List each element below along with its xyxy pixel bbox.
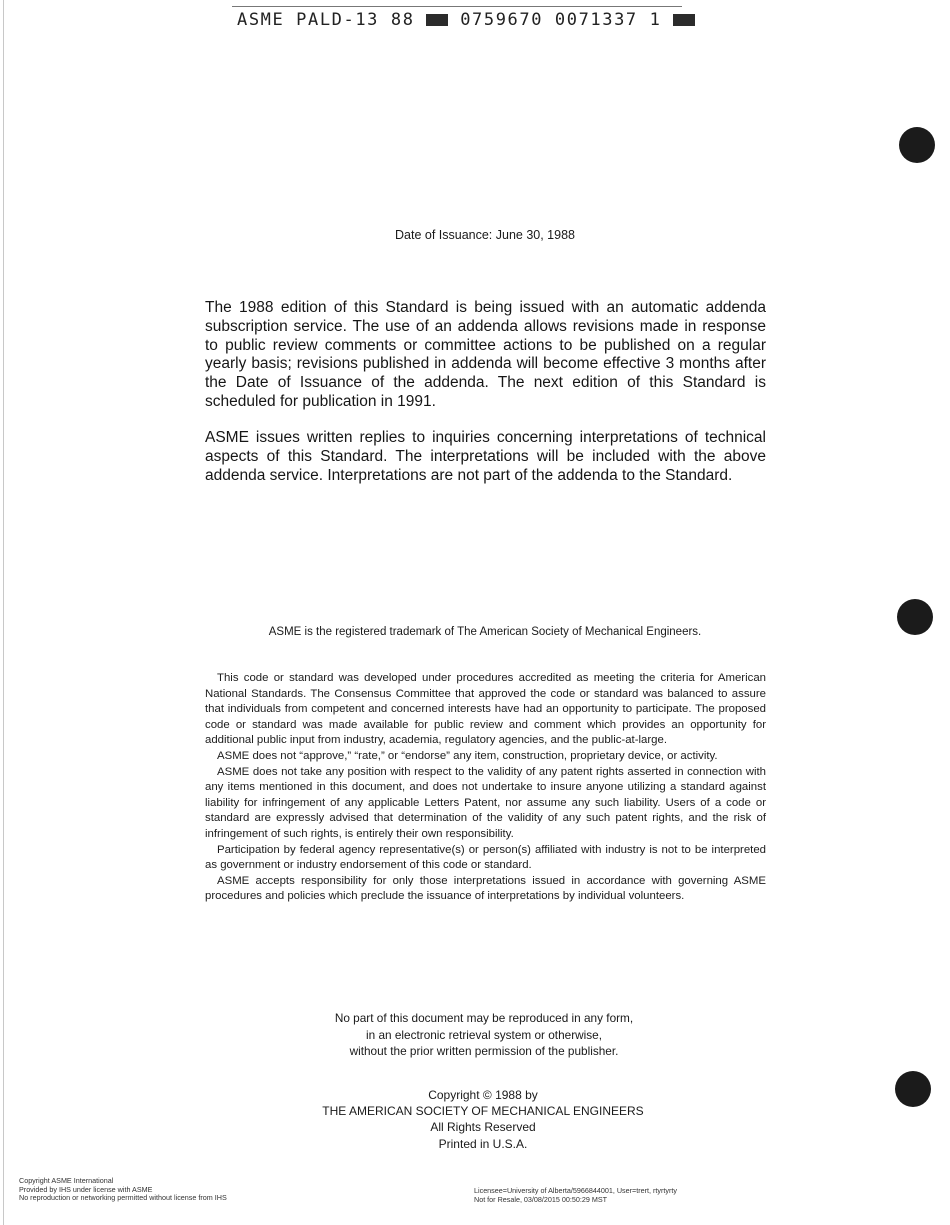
addenda-paragraph: The 1988 edition of this Standard is being issued with an automatic addenda subscription service. The use of an addenda allows revisions made in response to public review comments or committee actions to be published on a regular yearly basis; revisions published in addenda will become effective 3 months after the Date of Issuance of the addenda. The next edition of this Standard is scheduled for publication in 1991.: [205, 299, 766, 410]
document-code-header: [237, 10, 695, 30]
copyright-line: Copyright © 1988 by: [428, 1088, 538, 1102]
notice-line: No part of this document may be reproduced in any form,: [334, 1011, 634, 1025]
publisher-name: THE AMERICAN SOCIETY OF MECHANICAL ENGINEERS: [322, 1104, 644, 1119]
interpretations-paragraph: ASME issues written replies to inquiries concerning interpretations of technical aspects of this Standard. The interpretations will be included with the above addenda service. Interpretations are not part of the addenda to the Standard.: [205, 429, 766, 484]
top-rule: [232, 6, 682, 7]
footer-line: Provided by IHS under license with ASME: [19, 1184, 153, 1194]
notice-line: in an electronic retrieval system or otherwise,: [365, 1027, 603, 1042]
footer-line: Not for Resale, 03/08/2015 00:50:29 MST: [474, 1194, 608, 1204]
document-code: ASME PALD-13 88: [237, 10, 415, 30]
barcode-block-icon: [673, 14, 695, 26]
trademark-notice: ASME is the registered trademark of The American Society of Mechanical Engineers.: [268, 626, 702, 638]
rights-line: All Rights Reserved: [430, 1120, 536, 1135]
footer-license-left: [19, 1177, 227, 1203]
footer-line: No reproduction or networking permitted without license from IHS: [19, 1193, 227, 1203]
document-serial: 0759670 0071337 1: [460, 10, 662, 30]
footer-line: Licensee=University of Alberta/5966844001, User=trert, rtyrtyrty: [474, 1186, 677, 1195]
printed-line: Printed in U.S.A.: [438, 1136, 528, 1151]
disclaimer-paragraph: ASME does not take any position with respect to the validity of any patent rights asserted in connection with any items mentioned in this document, and does not undertake to insure anyone utilizing a standard against liability for infringement of any applicable Letters Patent, nor assume any such liability. Users of a code or standard are expressly advised that determination of the validity of any such patent rights, and the risk of infringement of such rights, is entirely their own responsibility.: [205, 765, 766, 840]
footer-license-right: [474, 1187, 677, 1204]
reproduction-notice: [0, 1010, 950, 1060]
barcode-block-icon: [426, 14, 448, 26]
date-of-issuance: Date of Issuance: June 30, 1988: [395, 228, 575, 242]
notice-line: without the prior written permission of the publisher.: [349, 1044, 619, 1058]
disclaimer-paragraph: ASME does not “approve,” “rate,” or “endorse” any item, construction, proprietary device, or activity.: [217, 749, 718, 762]
disclaimer-paragraph: ASME accepts responsibility for only those interpretations issued in accordance with governing ASME procedures and policies which preclude the issuance of interpretations by individual volunteers.: [205, 874, 766, 903]
standard-disclaimer: [205, 671, 766, 905]
footer-line: Copyright ASME International: [19, 1176, 114, 1185]
copyright-block: [0, 1087, 950, 1152]
punch-hole-icon: [899, 127, 935, 163]
disclaimer-paragraph: Participation by federal agency representative(s) or person(s) affiliated with industry is not to be interpreted as government or industry endorsement of this code or standard.: [205, 843, 766, 872]
disclaimer-paragraph: This code or standard was developed under procedures accredited as meeting the criteria for American National Standards. The Consensus Committee that approved the code or standard was balanced to assure that individuals from competent and concerned interests have had an opportunity to participate. The proposed code or standard was made available for public review and comment which provides an opportunity for additional public input from industry, academia, regulatory agencies, and the public-at-large.: [205, 672, 766, 747]
